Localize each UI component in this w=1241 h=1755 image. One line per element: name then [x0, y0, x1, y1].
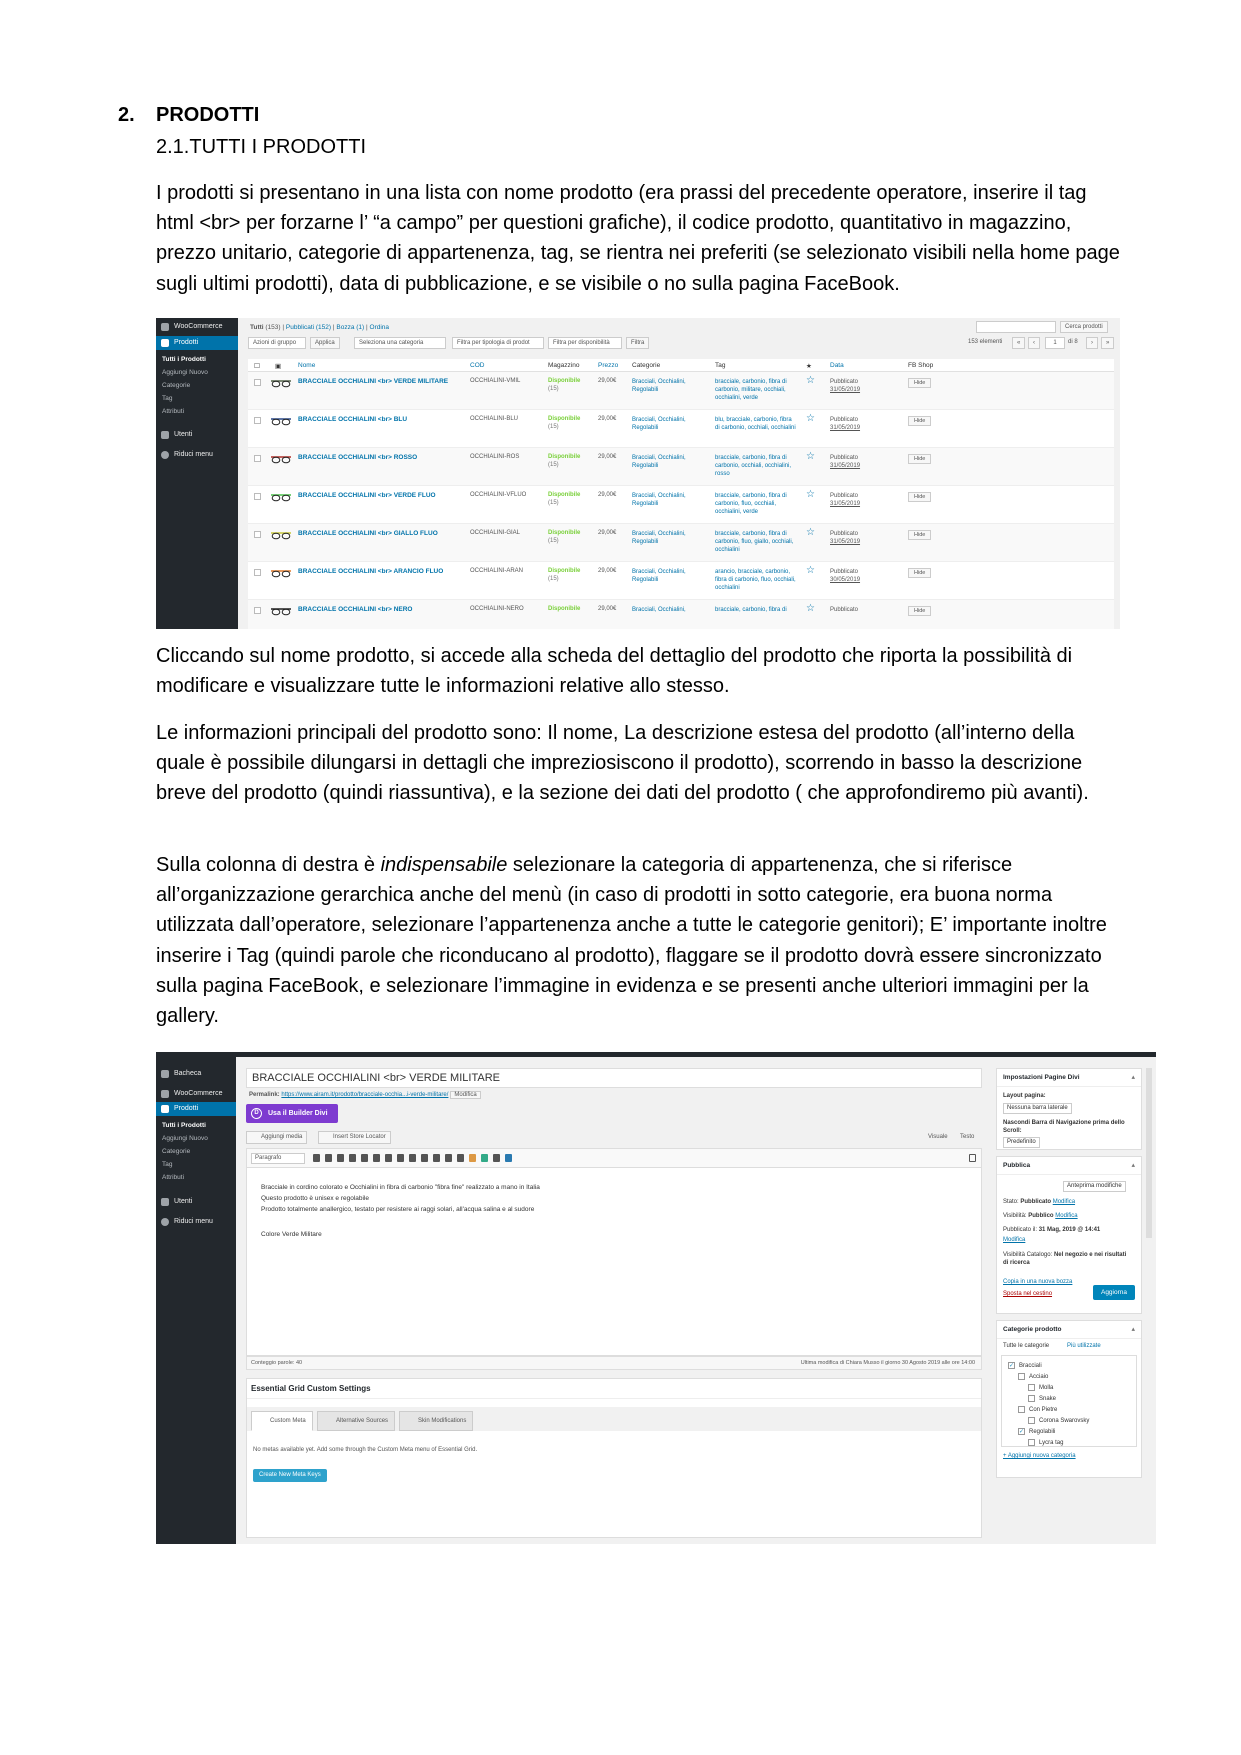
- paragraph-info: Le informazioni principali del prodotto sono: Il nome, La descrizione estesa del prodotto (all’interno della quale è possibile dilungarsi in dettagli che impreziosiscono il prodotto), scorrendo in basso la descrizione breve del prodotto (quindi riassuntiva), e la sezione dei dati del prodotto ( che approfondiremo più avanti).: [156, 722, 1089, 805]
- glasses-thumbnail: [270, 530, 292, 540]
- admin-sidebar: [156, 318, 238, 629]
- fb-hide-button[interactable]: Hide: [908, 568, 931, 578]
- product-tags[interactable]: bracciale, carbonio, fibra di: [715, 607, 787, 613]
- trash-link[interactable]: Sposta nel cestino: [1003, 1291, 1053, 1297]
- fb-hide-button[interactable]: Hide: [908, 492, 931, 502]
- sidebar-item-prodotti[interactable]: Prodotti: [156, 336, 238, 350]
- content-line: Colore Verde Militare: [261, 1231, 322, 1238]
- sidebar-sub-tag-2[interactable]: Tag: [162, 1161, 173, 1168]
- add-media-button[interactable]: Aggiungi media: [246, 1131, 307, 1144]
- category-checkbox[interactable]: ✓: [1019, 1429, 1025, 1435]
- sidebar-sub-add-new-2[interactable]: Aggiungi Nuovo: [162, 1135, 208, 1142]
- product-tags[interactable]: arancio, bracciale, carbonio, fibra di carbonio, fluo, occhiali, occhialini: [715, 569, 796, 591]
- permalink-edit-button[interactable]: Modifica: [450, 1091, 480, 1099]
- sidebar-sub-categories[interactable]: Categorie: [162, 382, 191, 389]
- featured-star-icon[interactable]: ☆: [806, 603, 815, 614]
- editor-content[interactable]: [246, 1168, 982, 1356]
- dashboard-icon: [161, 1070, 169, 1078]
- toolbar-toggle-icon[interactable]: [421, 1154, 428, 1162]
- quote-icon[interactable]: [361, 1154, 368, 1162]
- row-checkbox[interactable]: [254, 455, 261, 462]
- col-date[interactable]: Data: [830, 362, 844, 369]
- type-filter-select[interactable]: Filtra per tipologia di prodot: [452, 337, 544, 349]
- stock-qty: (15): [548, 386, 559, 392]
- bold-icon[interactable]: [313, 1154, 320, 1162]
- align-right-icon[interactable]: [397, 1154, 404, 1162]
- tab-visual[interactable]: Visuale: [928, 1134, 948, 1140]
- table-row: [248, 524, 1114, 562]
- col-tag: Tag: [715, 362, 726, 369]
- emphasis-indispensabile: indispensabile: [380, 854, 508, 876]
- product-categories[interactable]: Bracciali, Occhialini, Regolabili: [632, 417, 686, 431]
- category-checkbox[interactable]: [1028, 1384, 1035, 1391]
- sidebar-item-utenti[interactable]: Utenti: [156, 428, 238, 442]
- product-categories[interactable]: Bracciali, Occhialini, Regolabili: [632, 493, 686, 507]
- tab-alternative-sources[interactable]: Alternative Sources: [317, 1411, 395, 1431]
- stock-qty: (15): [548, 424, 559, 430]
- category-checkbox[interactable]: ✓: [1009, 1363, 1015, 1369]
- tab-skin-modifications[interactable]: Skin Modifications: [399, 1411, 473, 1431]
- page-input[interactable]: 1: [1045, 337, 1065, 349]
- section-heading: [118, 104, 259, 127]
- collapse-icon: [161, 1218, 169, 1226]
- woocommerce-icon: [161, 323, 169, 331]
- last-edit: Ultima modifica di Chiara Musso il giorno 30 Agosto 2019 alle ore 14:00: [800, 1360, 975, 1366]
- catalog-row: Visibilità Catalogo: Nel negozio e nei risultati di ricerca: [1003, 1252, 1127, 1266]
- product-title-input[interactable]: BRACCIALE OCCHIALINI <br> VERDE MILITARE: [246, 1068, 982, 1088]
- bullet-list-icon[interactable]: [337, 1154, 344, 1162]
- fb-hide-button[interactable]: Hide: [908, 454, 931, 464]
- layout-select[interactable]: Nessuna barra laterale: [1003, 1103, 1072, 1114]
- visibility-row: Visibilità: Pubblico Modifica: [1003, 1213, 1078, 1219]
- published-row: Pubblicato il: 31 Mag, 2019 @ 14:41: [1003, 1227, 1101, 1233]
- product-categories[interactable]: Bracciali, Occhialini, Regolabili: [632, 379, 686, 393]
- product-tags[interactable]: blu, bracciale, carbonio, fibra di carbonio, occhiali, occhialini: [715, 417, 796, 431]
- glasses-thumbnail: [270, 454, 292, 464]
- col-stock: Magazzino: [548, 362, 580, 369]
- product-edit-screenshot: [156, 1052, 1156, 1544]
- glasses-thumbnail: [270, 606, 292, 616]
- fullscreen-icon[interactable]: [969, 1154, 976, 1162]
- sidebar-item-woocommerce-2[interactable]: WooCommerce: [156, 1087, 236, 1101]
- stock-qty: (15): [548, 538, 559, 544]
- content-line: Bracciale in cordino colorato e Occhialini in fibra di carbonio "fibra fine" realizzato a mano in Italia: [261, 1184, 540, 1191]
- stock-status: Disponibile: [548, 606, 581, 612]
- product-price: 29,00€: [598, 492, 617, 498]
- lock-icon[interactable]: [505, 1154, 512, 1162]
- product-list-screenshot: [156, 318, 1120, 629]
- item-count: 153 elementi: [968, 339, 1003, 345]
- permalink: Permalink: https://www.airam.it/prodotto/bracciale-occhia...i-verde-militare/ Modifica: [249, 1092, 481, 1098]
- sidebar-collapse[interactable]: Riduci menu: [156, 448, 238, 462]
- fb-hide-button[interactable]: Hide: [908, 530, 931, 540]
- table-header: [248, 359, 1114, 372]
- status-row: Stato: Pubblicato Modifica: [1003, 1199, 1076, 1205]
- product-name-link[interactable]: BRACCIALE OCCHIALINI <br> VERDE FLUO: [298, 492, 436, 499]
- publish-box: [996, 1156, 1142, 1314]
- view-all[interactable]: Tutti: [250, 324, 264, 331]
- table-row: [248, 372, 1114, 410]
- bulk-actions-select[interactable]: Azioni di gruppo: [248, 337, 306, 349]
- paragraph-sidebar: Sulla colonna di destra è indispensabile selezionare la categoria di appartenenza, che si riferisce all’organizzazione gerarchica anche del menù (in caso di prodotti in sotto categorie, era buona norma utilizzata dall’operatore, selezionare l’appartenenza anche a tutte le categorie genitori); E’ importante inoltre inserire i Tag (quindi parole che riconducano al prodotto), flaggare se il prodotto dovrà essere sincronizzato sulla pagina FaceBook, e selezionare l’immagine in evidenza e se presenti anche ulteriori immagini per la gallery.: [156, 854, 1107, 1028]
- product-code: OCCHIALINI-VFLUO: [470, 492, 527, 498]
- preview-button[interactable]: Anteprima modifiche: [1063, 1181, 1126, 1192]
- update-button[interactable]: Aggiorna: [1093, 1285, 1135, 1300]
- col-name[interactable]: Nome: [298, 362, 316, 369]
- product-code: OCCHIALINI-VMIL: [470, 378, 521, 384]
- product-code: OCCHIALINI-NERO: [470, 606, 524, 612]
- publish-date: Pubblicato 30/05/2019: [830, 569, 861, 583]
- product-categories[interactable]: Bracciali, Occhialini,: [632, 607, 686, 613]
- divi-settings-title[interactable]: Impostazioni Pagine Divi ▴: [997, 1069, 1141, 1087]
- sidebar-item-bacheca[interactable]: Bacheca: [156, 1067, 236, 1081]
- fb-hide-button[interactable]: Hide: [908, 606, 931, 616]
- category-checkbox[interactable]: [1028, 1417, 1035, 1424]
- quote-alt-icon[interactable]: [457, 1154, 464, 1162]
- admin-topbar: [156, 1052, 1156, 1057]
- paragraph-intro: I prodotti si presentano in una lista con nome prodotto (era prassi del precedente operatore, inserire il tag html <br> per forzarne l’ “a campo” per questioni grafiche), il codice prodotto, quantitativo in magazzino, prezzo unitario, categorie di appartenenza, tag, se rientra nei preferiti (se selezionato visibili nella home page sugli ultimi prodotti), data di pubblicazione, e se visibile o no sulla pagina FaceBook.: [156, 182, 1120, 295]
- stock-qty: (15): [548, 500, 559, 506]
- publish-date: Pubblicato 31/05/2019: [830, 493, 861, 507]
- category-checkbox[interactable]: [1028, 1395, 1035, 1402]
- essential-grid-box: [246, 1378, 982, 1538]
- category-select[interactable]: Seleziona una categoria: [354, 337, 446, 349]
- apply-button[interactable]: Applica: [310, 337, 340, 349]
- view-sort[interactable]: Ordina: [369, 324, 390, 331]
- col-featured[interactable]: ★: [806, 363, 812, 370]
- featured-star-icon[interactable]: ☆: [806, 527, 815, 538]
- link-icon[interactable]: [409, 1154, 416, 1162]
- col-cod[interactable]: COD: [470, 362, 485, 369]
- product-icon: [161, 339, 169, 347]
- publish-date: Pubblicato 31/05/2019: [830, 455, 861, 469]
- published-edit-link[interactable]: Modifica: [1003, 1237, 1026, 1243]
- tab-text[interactable]: Testo: [960, 1134, 975, 1140]
- row-checkbox[interactable]: [254, 531, 261, 538]
- category-item[interactable]: Acciaio: [1018, 1373, 1048, 1380]
- featured-star-icon[interactable]: ☆: [806, 375, 815, 386]
- product-tags[interactable]: bracciale, carbonio, fibra di carbonio, occhiali, occhialini, rosso: [715, 455, 792, 477]
- row-checkbox[interactable]: [254, 417, 261, 424]
- sidebar-item-utenti-2[interactable]: Utenti: [156, 1195, 236, 1209]
- table-row: [248, 562, 1114, 600]
- category-checkbox[interactable]: [1028, 1439, 1035, 1446]
- table-body: [248, 372, 1114, 629]
- stock-status: Disponibile: [548, 492, 581, 498]
- sidebar-item-woocommerce[interactable]: WooCommerce: [156, 320, 238, 334]
- table-row: [248, 486, 1114, 524]
- col-categories: Categorie: [632, 362, 661, 369]
- category-item[interactable]: ✓ Bracciali: [1009, 1363, 1042, 1370]
- page-total: di 8: [1068, 339, 1078, 345]
- sidebar-collapse-2[interactable]: Riduci menu: [156, 1215, 236, 1229]
- sidebar-sub-add-new[interactable]: Aggiungi Nuovo: [162, 369, 208, 376]
- product-name-link[interactable]: BRACCIALE OCCHIALINI <br> GIALLO FLUO: [298, 530, 438, 537]
- table-row: [248, 448, 1114, 486]
- publish-date: Pubblicato 31/05/2019: [830, 379, 861, 393]
- stock-qty: (15): [548, 462, 559, 468]
- pagination-next[interactable]: ›: [1086, 337, 1098, 349]
- stock-status: Disponibile: [548, 454, 581, 460]
- view-published[interactable]: Pubblicati (152): [285, 324, 332, 331]
- glasses-thumbnail: [270, 378, 292, 388]
- publish-date: Pubblicato 31/05/2019: [830, 417, 861, 431]
- image-column-icon: ▣: [275, 363, 282, 370]
- tab-all-categories[interactable]: Tutte le categorie: [1003, 1343, 1050, 1349]
- permalink-link[interactable]: https://www.airam.it/prodotto/bracciale-occhia...i-verde-militare/: [281, 1092, 449, 1098]
- glasses-thumbnail: [270, 568, 292, 578]
- product-price: 29,00€: [598, 530, 617, 536]
- content-line: Questo prodotto è unisex e regolabile: [261, 1195, 370, 1202]
- create-meta-button[interactable]: Create New Meta Keys: [253, 1469, 327, 1482]
- divi-settings-box: Impostazioni Pagine Divi ▴ Layout pagina: Nessuna barra laterale Nascondi Barra di Navigazione prima dello Scroll: Predefinito: [996, 1068, 1142, 1150]
- categories-title[interactable]: Categorie prodotto ▴: [997, 1321, 1141, 1339]
- product-name-link[interactable]: BRACCIALE OCCHIALINI <br> VERDE MILITARE: [298, 378, 449, 385]
- color-icon[interactable]: [469, 1154, 476, 1162]
- table-icon[interactable]: [433, 1154, 440, 1162]
- add-category-link[interactable]: + Aggiungi nuova categoria: [1003, 1453, 1076, 1459]
- sidebar-item-prodotti-2[interactable]: Prodotti: [156, 1102, 236, 1116]
- product-icon: [161, 1105, 169, 1113]
- product-categories[interactable]: Bracciali, Occhialini, Regolabili: [632, 569, 686, 583]
- category-checklist: [1001, 1355, 1137, 1447]
- category-item[interactable]: ✓ Regolabili: [1019, 1429, 1056, 1436]
- category-checkbox[interactable]: [1018, 1406, 1025, 1413]
- pagination-last[interactable]: »: [1101, 337, 1114, 349]
- product-name-link[interactable]: BRACCIALE OCCHIALINI <br> BLU: [298, 416, 408, 423]
- sidebar-sub-tag[interactable]: Tag: [162, 395, 173, 402]
- product-tags[interactable]: bracciale, carbonio, fibra di carbonio, fluo, occhiali, occhialini, verde: [715, 493, 787, 515]
- product-price: 29,00€: [598, 454, 617, 460]
- fb-hide-button[interactable]: Hide: [908, 378, 931, 388]
- col-fb-shop: FB Shop: [908, 362, 934, 369]
- category-item[interactable]: Con Pietre: [1018, 1406, 1057, 1413]
- sidebar-sub-all-products-2[interactable]: Tutti i Prodotti: [162, 1122, 206, 1129]
- row-checkbox[interactable]: [254, 379, 261, 386]
- word-count: Conteggio parole: 40: [251, 1360, 303, 1366]
- editor-status-bar: [246, 1356, 982, 1370]
- category-checkbox[interactable]: [1018, 1373, 1025, 1380]
- image-icon[interactable]: [481, 1154, 488, 1162]
- stock-status: Disponibile: [548, 416, 581, 422]
- tab-most-used[interactable]: Più utilizzate: [1067, 1343, 1101, 1349]
- row-checkbox[interactable]: [254, 569, 261, 576]
- featured-star-icon[interactable]: ☆: [806, 489, 815, 500]
- woocommerce-icon: [161, 1090, 169, 1098]
- col-price[interactable]: Prezzo: [598, 362, 619, 369]
- italic-icon[interactable]: [325, 1154, 332, 1162]
- grid-icon[interactable]: [445, 1154, 452, 1162]
- row-checkbox[interactable]: [254, 607, 261, 614]
- collapse-icon: [161, 451, 169, 459]
- essential-grid-message: No metas available yet. Add some through the Custom Meta menu of Essential Grid.: [253, 1447, 478, 1453]
- view-filters: Tutti (153) | Pubblicati (152) | Bozza (1) | Ordina: [250, 324, 390, 331]
- page-scrollbar[interactable]: [1146, 1068, 1152, 1238]
- pagination-prev[interactable]: ‹: [1028, 337, 1040, 349]
- align-left-icon[interactable]: [373, 1154, 380, 1162]
- product-name-link[interactable]: BRACCIALE OCCHIALINI <br> ROSSO: [298, 454, 418, 461]
- product-price: 29,00€: [598, 606, 617, 612]
- stock-status: Disponibile: [548, 378, 581, 384]
- content-line: Prodotto totalmente anallergico, testato per resistere ai raggi solari, all'acqua salina e al sudore: [261, 1206, 535, 1213]
- search-input[interactable]: [976, 321, 1056, 333]
- category-item[interactable]: Lycra tag: [1028, 1439, 1063, 1446]
- search-products-button[interactable]: Cerca prodotti: [1060, 321, 1108, 333]
- hide-nav-select[interactable]: Predefinito: [1003, 1137, 1040, 1148]
- sidebar-sub-categories-2[interactable]: Categorie: [162, 1148, 191, 1155]
- divider-icon[interactable]: [493, 1154, 500, 1162]
- glasses-thumbnail: [270, 416, 292, 426]
- publish-date: Pubblicato: [830, 607, 859, 613]
- essential-grid-title: Essential Grid Custom Settings: [247, 1379, 981, 1399]
- product-code: OCCHIALINI-ROS: [470, 454, 520, 460]
- select-all-checkbox[interactable]: ☐: [254, 363, 260, 370]
- category-item[interactable]: Snake: [1028, 1395, 1056, 1402]
- users-icon: [161, 1198, 169, 1206]
- align-center-icon[interactable]: [385, 1154, 392, 1162]
- pagination-first[interactable]: «: [1012, 337, 1025, 349]
- store-locator-button[interactable]: Insert Store Locator: [318, 1131, 391, 1144]
- row-checkbox[interactable]: [254, 493, 261, 500]
- product-name-link[interactable]: BRACCIALE OCCHIALINI <br> ARANCIO FLUO: [298, 568, 444, 575]
- copy-draft-link[interactable]: Copia in una nuova bozza: [1003, 1279, 1073, 1285]
- section-number: 2.: [118, 104, 135, 126]
- editor-toolbar: [246, 1148, 982, 1168]
- featured-star-icon[interactable]: ☆: [806, 451, 815, 462]
- product-price: 29,00€: [598, 378, 617, 384]
- product-price: 29,00€: [598, 568, 617, 574]
- product-price: 29,00€: [598, 416, 617, 422]
- product-code: OCCHIALINI-BLU: [470, 416, 519, 422]
- product-code: OCCHIALINI-GIAL: [470, 530, 521, 536]
- product-code: OCCHIALINI-ARAN: [470, 568, 524, 574]
- product-tags[interactable]: bracciale, carbonio, fibra di carbonio, militare, occhiali, occhialini, verde: [715, 379, 787, 401]
- product-categories[interactable]: Bracciali, Occhialini, Regolabili: [632, 531, 686, 545]
- publish-title[interactable]: Pubblica ▴: [997, 1157, 1141, 1175]
- products-table: [248, 359, 1114, 629]
- divi-builder-button[interactable]: D Usa il Builder Divi: [246, 1104, 338, 1123]
- category-item[interactable]: Corona Swarovsky: [1028, 1417, 1089, 1424]
- users-icon: [161, 431, 169, 439]
- product-name-link[interactable]: BRACCIALE OCCHIALINI <br> NERO: [298, 606, 413, 613]
- categories-box: [996, 1320, 1142, 1478]
- featured-star-icon[interactable]: ☆: [806, 413, 815, 424]
- glasses-thumbnail: [270, 492, 292, 502]
- subsection-heading: 2.1.TUTTI I PRODOTTI: [156, 136, 367, 158]
- numbered-list-icon[interactable]: [349, 1154, 356, 1162]
- featured-star-icon[interactable]: ☆: [806, 565, 815, 576]
- tab-custom-meta[interactable]: Custom Meta: [251, 1411, 313, 1431]
- filter-button[interactable]: Filtra: [626, 337, 649, 349]
- product-tags[interactable]: bracciale, carbonio, fibra di carbonio, fluo, giallo, occhiali, occhialini: [715, 531, 794, 553]
- view-draft[interactable]: Bozza (1): [336, 324, 365, 331]
- stock-status: Disponibile: [548, 530, 581, 536]
- stock-qty: (15): [548, 576, 559, 582]
- category-item[interactable]: Molla: [1028, 1384, 1053, 1391]
- format-select[interactable]: Paragrafo: [251, 1153, 305, 1164]
- admin-sidebar-2: [156, 1057, 236, 1544]
- publish-date: Pubblicato 31/05/2019: [830, 531, 861, 545]
- sidebar-sub-all-products[interactable]: Tutti i Prodotti: [162, 356, 206, 363]
- product-categories[interactable]: Bracciali, Occhialini, Regolabili: [632, 455, 686, 469]
- fb-hide-button[interactable]: Hide: [908, 416, 931, 426]
- table-row: [248, 410, 1114, 448]
- divi-icon: D: [251, 1108, 262, 1119]
- sidebar-sub-attributes[interactable]: Attributi: [162, 408, 185, 415]
- table-row: [248, 600, 1114, 629]
- stock-filter-select[interactable]: Filtra per disponibilità: [548, 337, 622, 349]
- stock-status: Disponibile: [548, 568, 581, 574]
- paragraph-detail: Cliccando sul nome prodotto, si accede alla scheda del dettaglio del prodotto che riporta la possibilità di modificare e visualizzare tutte le informazioni relative allo stesso.: [156, 645, 1073, 698]
- section-title: PRODOTTI: [156, 104, 260, 126]
- sidebar-sub-attributes-2[interactable]: Attributi: [162, 1174, 185, 1181]
